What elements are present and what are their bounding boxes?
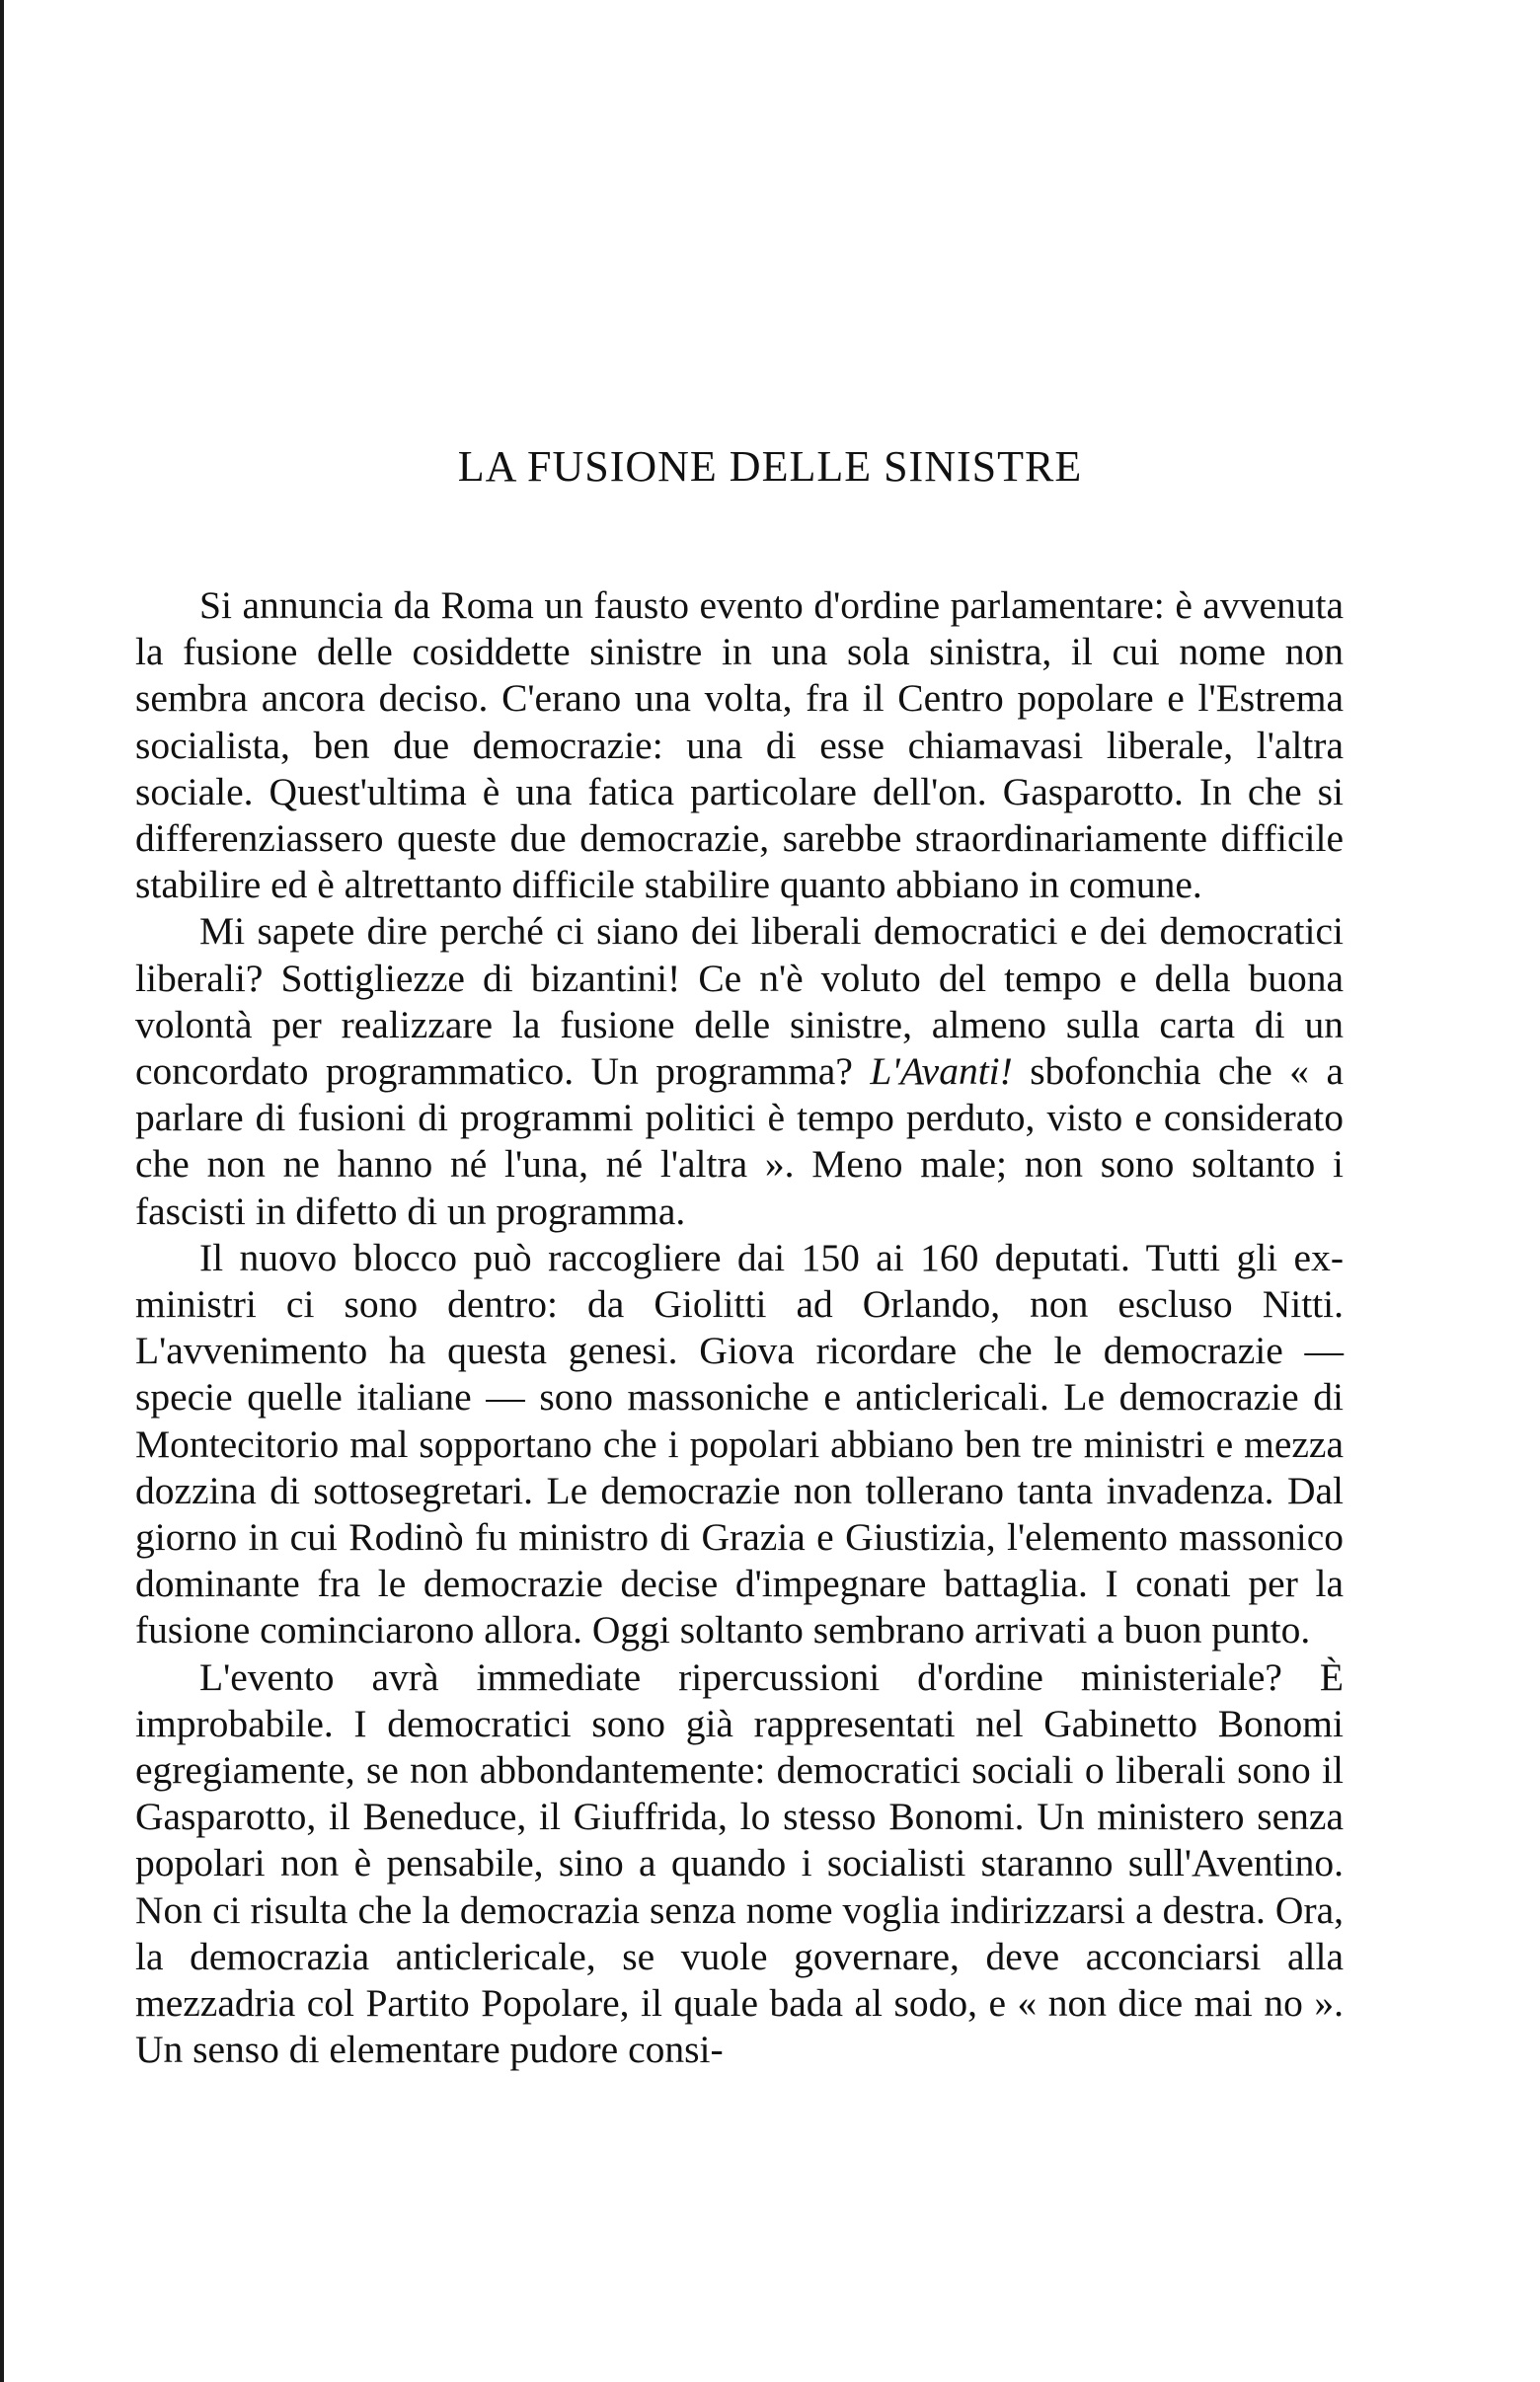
- paragraph-4: L'evento avrà immediate ripercussioni d'ordine ministeriale? È improbabile. I democratici sono già rappresentati nel Gabinetto Bonomi egregiamente, se non abbondantemente: democratici sociali o liberali sono il Gasparotto, il Beneduce, il Giuffrida, lo stesso Bonomi. Un ministero senza popolari non è pensabile, sino a quando i socialisti staranno sull'Aventino. Non ci risulta che la democrazia senza nome voglia indirizzarsi a destra. Ora, la democrazia anticlericale, se vuole governare, deve acconciarsi alla mezzadria col Partito Popolare, il quale bada al sodo, e « non dice mai no ». Un senso di elementare pudore consi-: [135, 1654, 1344, 2072]
- paragraph-2-text-before: Mi sapete dire perché ci siano dei liberali democratici e dei democratici liberali? Sottigliezze di bizantini! Ce n'è voluto del tempo e della buona volontà per realizzare la fusione delle sinistre, almeno sulla carta di un concordato programmatico. Un programma?: [135, 909, 1344, 1094]
- article-title: LA FUSIONE DELLE SINISTRE: [457, 442, 1083, 491]
- paragraph-2-text-after: sbofonchia che « a parlare di fusioni di programmi politici è tempo perduto, visto e considerato che non ne hanno né l'una, né l'altra ». Meno male; non sono soltanto i fascisti in difetto di un programma.: [135, 1049, 1344, 1233]
- paragraph-1: Si annuncia da Roma un fausto evento d'ordine parlamentare: è avvenuta la fusione delle cosiddette sinistre in una sola sinistra, il cui nome non sembra ancora deciso. C'erano una volta, fra il Centro popolare e l'Estrema socialista, ben due democrazie: una di esse chiamavasi liberale, l'altra sociale. Quest'ultima è una fatica particolare dell'on. Gasparotto. In che si differenziassero queste due democrazie, sarebbe straordinariamente difficile stabilire ed è altrettanto difficile stabilire quanto abbiano in comune.: [135, 583, 1344, 907]
- paragraph-3: Il nuovo blocco può raccogliere dai 150 ai 160 deputati. Tutti gli ex-ministri ci sono dentro: da Giolitti ad Orlando, non escluso Nitti. L'avvenimento ha questa genesi. Giova ricordare che le democrazie — specie quelle italiane — sono massoniche e anticlericali. Le democrazie di Montecitorio mal sopportano che i popolari abbiano ben tre ministri e mezza dozzina di sottosegretari. Le democrazie non tollerano tanta invadenza. Dal giorno in cui Rodinò fu ministro di Grazia e Giustizia, l'elemento massonico dominante fra le democrazie decise d'impegnare battaglia. I conati per la fusione cominciarono allora. Oggi soltanto sembrano arrivati a buon punto.: [135, 1235, 1344, 1652]
- newspaper-title-avanti: L'Avanti!: [870, 1049, 1013, 1094]
- paragraph-2: [135, 908, 1344, 1234]
- article-body: [135, 582, 1344, 2074]
- page-edge: [0, 0, 4, 2382]
